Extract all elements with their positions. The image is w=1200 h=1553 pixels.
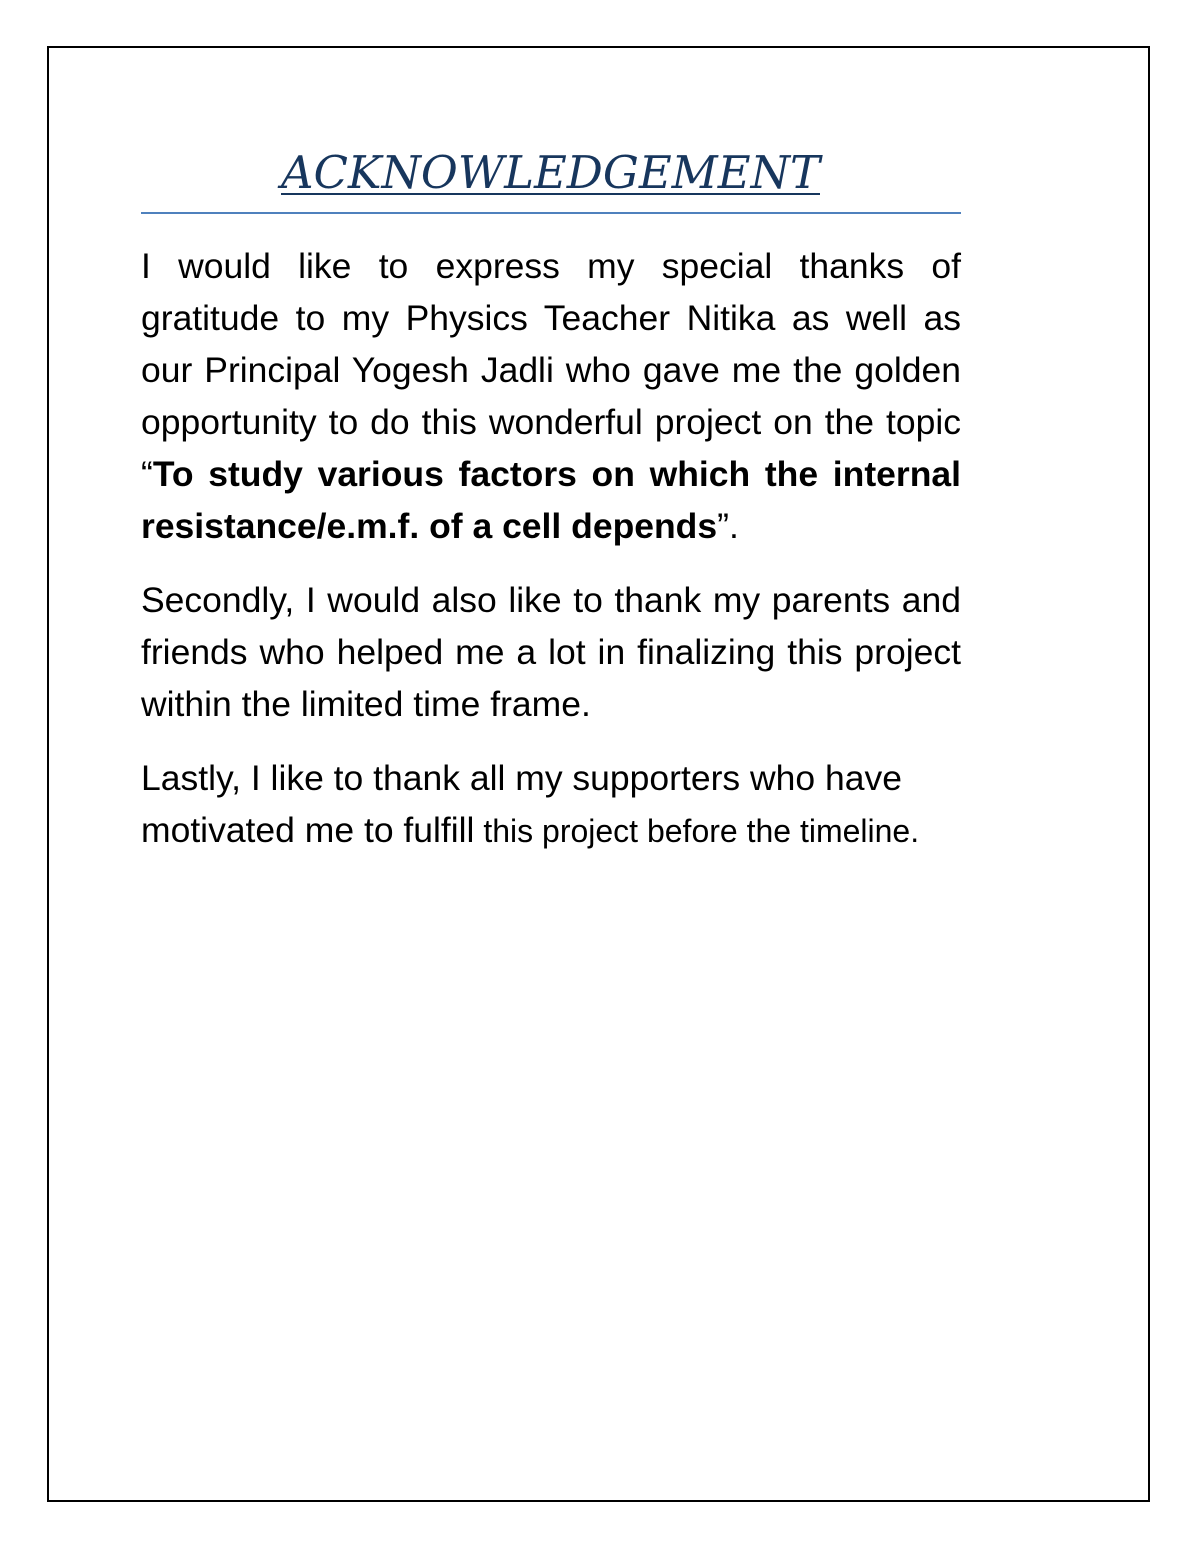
paragraph-gratitude: [141, 240, 961, 552]
paragraph-gratitude-outro: ”.: [717, 506, 739, 546]
paragraph-gratitude-intro: I would like to express my special thanks of gratitude to my Physics Teacher Nitika as well as our Principal Yogesh Jadli who gave me the golden opportunity to do this wonderful project on the topic “: [141, 246, 961, 494]
paragraph-parents-friends: Secondly, I would also like to thank my parents and friends who helped me a lot in finalizing this project within the limited time frame.: [141, 580, 961, 724]
document-body: [141, 140, 961, 879]
project-topic: To study various factors on which the internal resistance/e.m.f. of a cell depends: [141, 454, 961, 546]
paragraph-supporters: [141, 752, 961, 857]
page-title: ACKNOWLEDGEMENT: [281, 146, 820, 199]
paragraph-supporters-tail: this project before the timeline.: [474, 813, 920, 849]
title-divider: [141, 212, 961, 214]
paragraph-supporters-lead: Lastly, I like to thank all my supporters who have motivated me to fulfill: [141, 758, 902, 850]
